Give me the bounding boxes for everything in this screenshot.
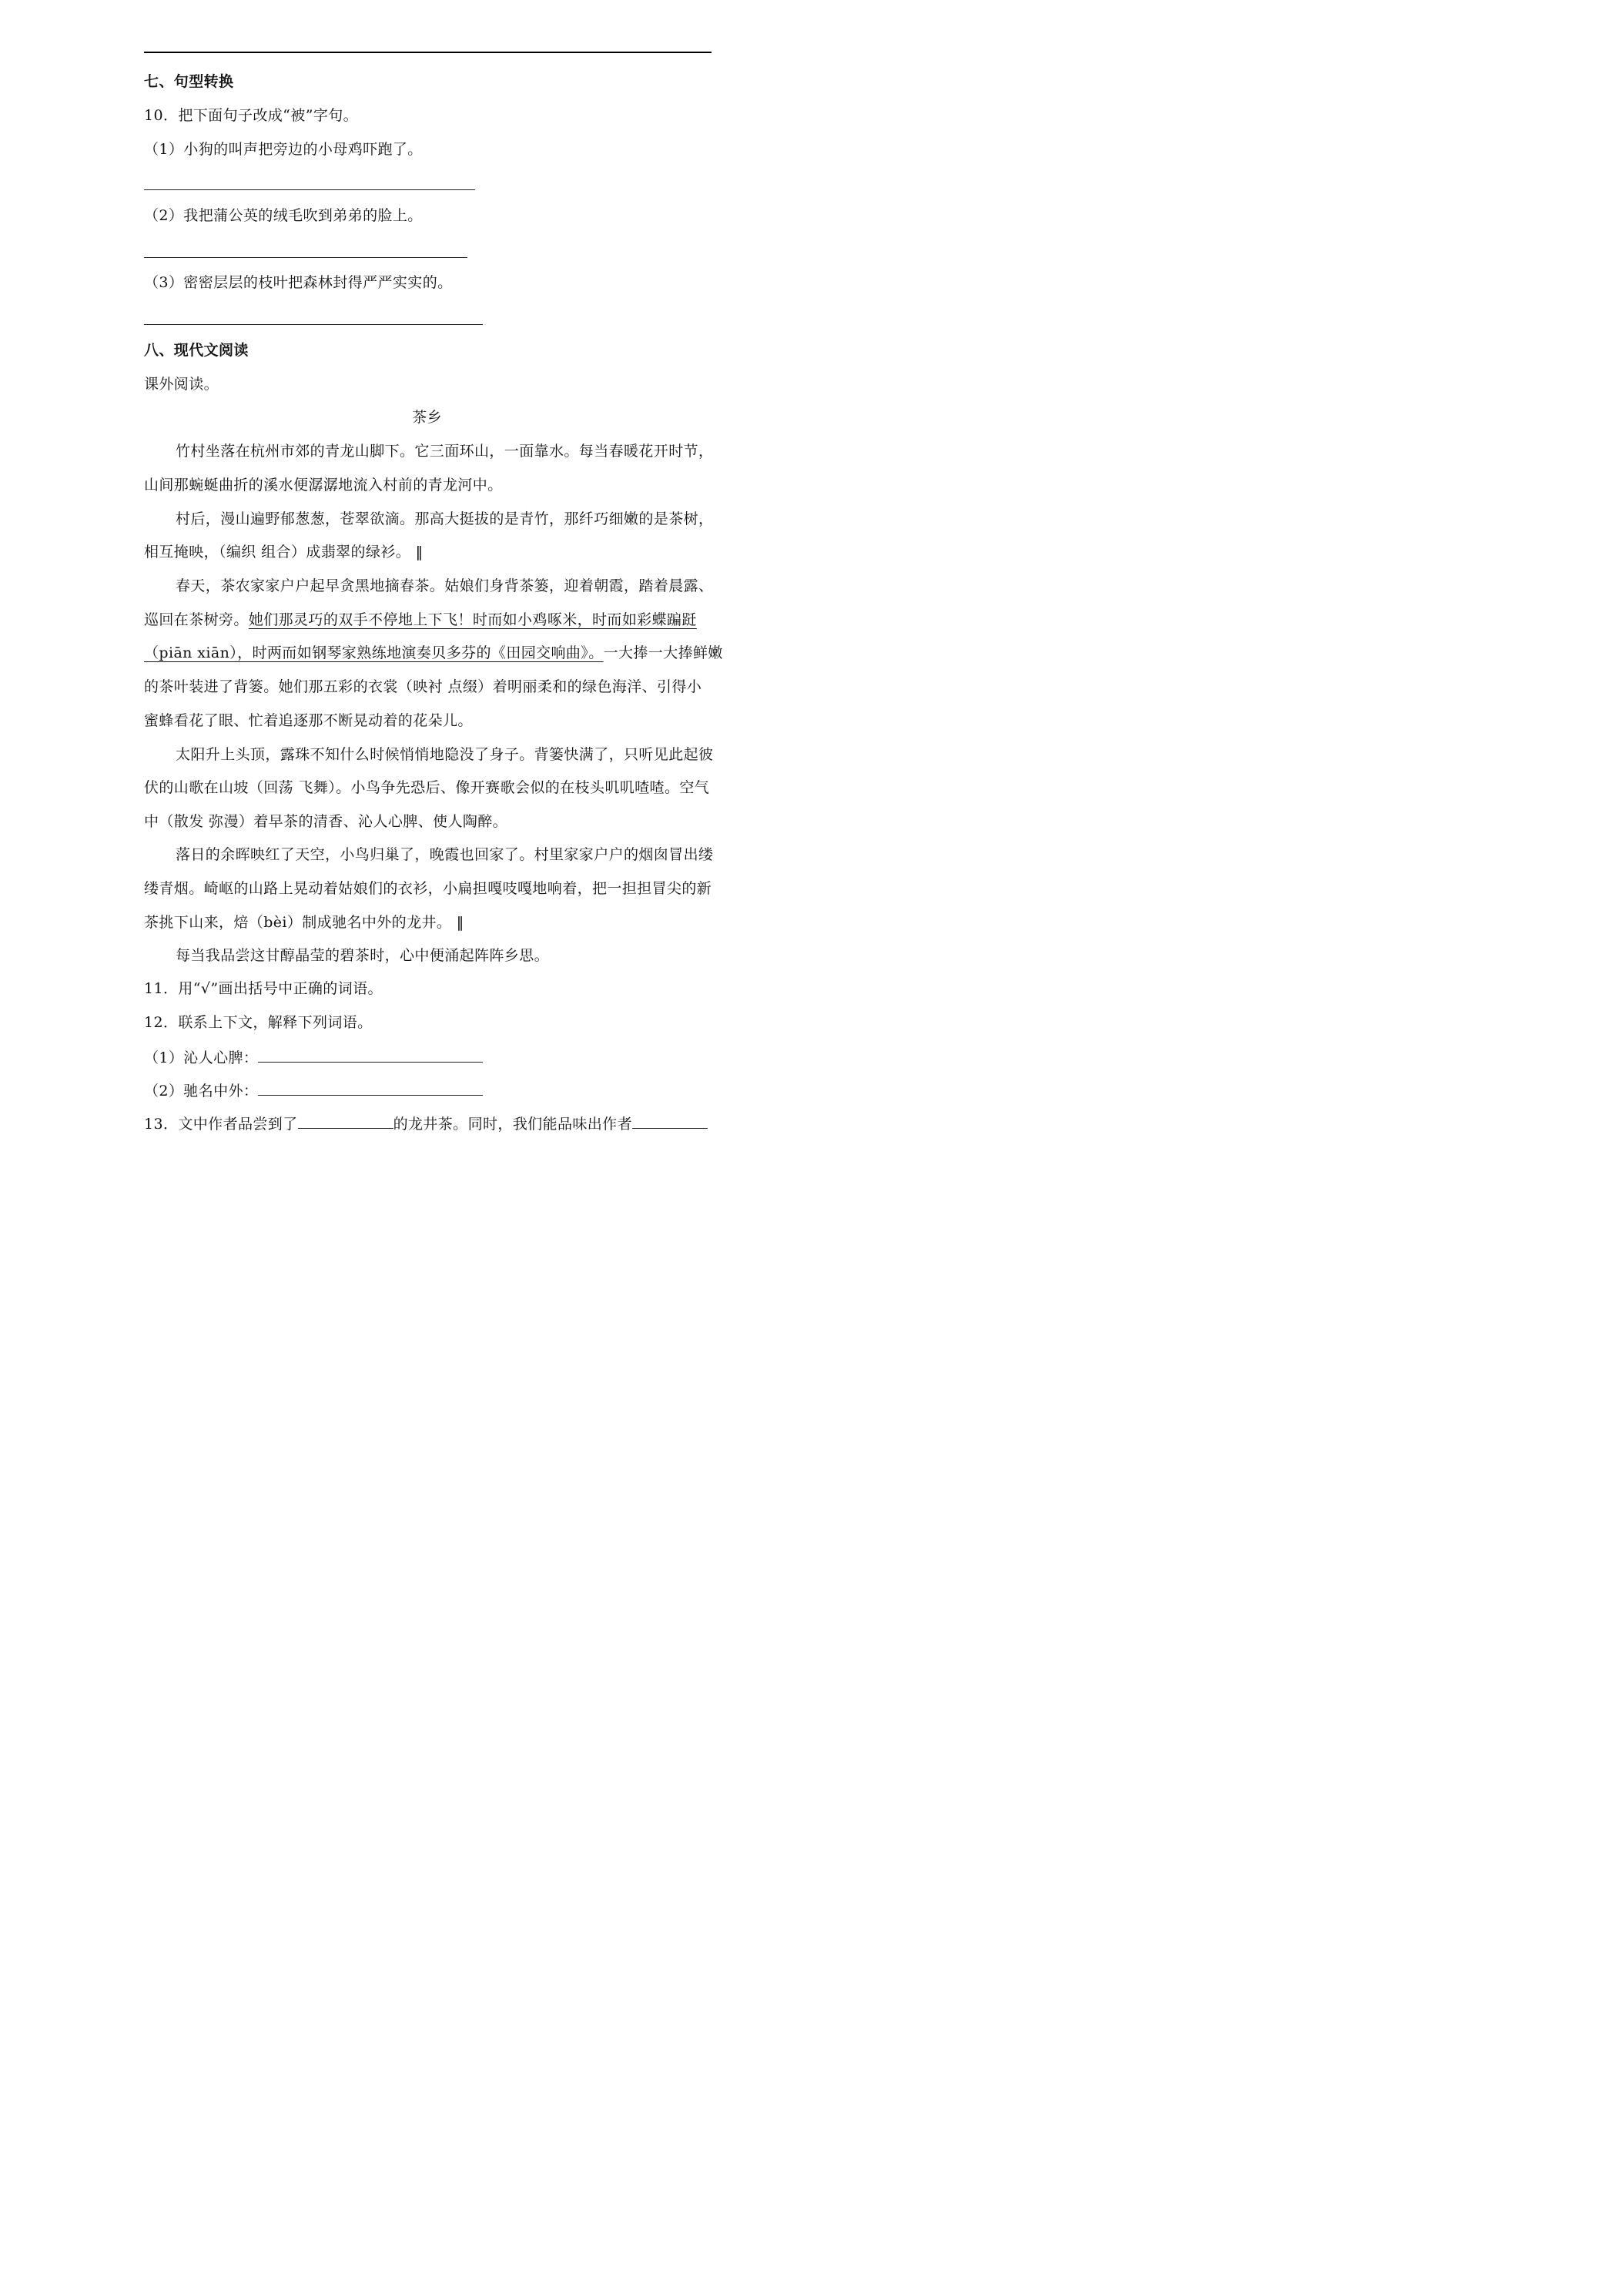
question-10-item-3: （3）密密层层的枝叶把森林封得严严实实的。 (144, 274, 453, 291)
passage-p5-line-2: 缕青烟。崎岖的山路上晃动着姑娘们的衣衫，小扁担嘎吱嘎地响着，把一担担冒尖的新 (144, 880, 712, 897)
passage-p3-line-2-text: 巡回在茶树旁。 (144, 611, 249, 628)
passage-p2-line-2-text: 相互掩映，（编织 组合）成翡翠的绿衫。 (144, 544, 411, 561)
question-11: 11．用“√”画出括号中正确的词语。 (144, 980, 383, 997)
question-12-item-1 (144, 1046, 483, 1069)
passage-p3-line-3 (144, 642, 723, 664)
passage-p3-line-1: 春天，茶农家家户户起早贪黑地摘春茶。姑娘们身背茶篓，迎着朝霞，踏着晨露、 (176, 577, 714, 594)
paragraph-break-mark: ‖ (415, 544, 424, 561)
passage-p4-line-1: 太阳升上头顶，露珠不知什么时候悄悄地隐没了身子。背篓快满了，只听见此起彼 (176, 746, 714, 763)
answer-line-12-2[interactable] (258, 1079, 483, 1096)
passage-title: 茶乡 (412, 409, 442, 426)
question-13 (144, 1113, 708, 1135)
question-10-stem: 10．把下面句子改成“被”字句。 (144, 107, 359, 124)
answer-line-10-2[interactable] (144, 257, 467, 258)
passage-p1-line-2: 山间那蜿蜒曲折的溪水便潺潺地流入村前的青龙河中。 (144, 477, 503, 494)
question-10-item-1: （1）小狗的叫声把旁边的小母鸡吓跑了。 (144, 141, 423, 158)
section-heading-sentence-transform: 七、句型转换 (144, 73, 234, 90)
passage-p5-line-1: 落日的余晖映红了天空，小鸟归巢了，晚霞也回家了。村里家家户户的烟囱冒出缕 (176, 846, 714, 863)
reading-intro: 课外阅读。 (144, 376, 219, 393)
underlined-sentence-part-1: 她们那灵巧的双手不停地上下飞！时而如小鸡啄米，时而如彩蝶蹁跹 (248, 611, 697, 628)
passage-p2-line-2 (144, 541, 424, 563)
passage-p5-line-3 (144, 912, 464, 933)
question-12: 12．联系上下文，解释下列词语。 (144, 1014, 373, 1031)
passage-p3-line-5: 蜜蜂看花了眼、忙着追逐那不断晃动着的花朵儿。 (144, 712, 473, 729)
passage-p3-line-3-text: 一大捧一大捧鲜嫩 (603, 644, 723, 661)
answer-line-12-1[interactable] (258, 1046, 483, 1063)
answer-blank-13-2[interactable] (632, 1113, 708, 1129)
question-10-item-2: （2）我把蒲公英的绒毛吹到弟弟的脸上。 (144, 207, 423, 224)
passage-p1-line-1: 竹村坐落在杭州市郊的青龙山脚下。它三面环山，一面靠水。每当春暖花开时节， (176, 443, 714, 460)
question-13-text-a: 13．文中作者品尝到了 (144, 1116, 298, 1133)
answer-blank-13-1[interactable] (298, 1113, 393, 1129)
answer-line-10-3[interactable] (144, 324, 483, 325)
paragraph-break-mark: ‖ (456, 914, 464, 931)
question-13-text-b: 的龙井茶。同时，我们能品味出作者 (393, 1116, 632, 1133)
answer-line-10-1[interactable] (144, 189, 475, 190)
section-heading-modern-reading: 八、现代文阅读 (144, 342, 249, 359)
passage-p6-line-1: 每当我品尝这甘醇晶莹的碧茶时，心中便涌起阵阵乡思。 (176, 947, 550, 964)
question-12-item-2-label: （2）驰名中外： (144, 1083, 259, 1099)
underlined-sentence-part-2: （piān xiān），时两而如钢琴家熟练地演奏贝多芬的《田园交响曲》。 (144, 644, 604, 661)
question-12-item-2 (144, 1079, 483, 1102)
passage-p2-line-1: 村后，漫山遍野郁葱葱，苍翠欲滴。那高大挺拔的是青竹，那纤巧细嫩的是茶树， (176, 510, 714, 527)
passage-p5-line-3-text: 茶挑下山来，焙（bèi）制成驰名中外的龙井。 (144, 914, 452, 931)
passage-p4-line-2: 伏的山歌在山坡（回荡 飞舞）。小鸟争先恐后、像开赛歌会似的在枝头叽叽喳喳。空气 (144, 779, 710, 796)
passage-p3-line-2 (144, 609, 697, 631)
passage-p4-line-3: 中（散发 弥漫）着早茶的清香、沁人心脾、使人陶醉。 (144, 813, 508, 830)
header-divider (144, 52, 712, 53)
worksheet-page (0, 0, 854, 1207)
question-12-item-1-label: （1）沁人心脾： (144, 1049, 259, 1066)
passage-p3-line-4: 的茶叶装进了背篓。她们那五彩的衣裳（映衬 点缀）着明丽柔和的绿色海洋、引得小 (144, 678, 702, 695)
